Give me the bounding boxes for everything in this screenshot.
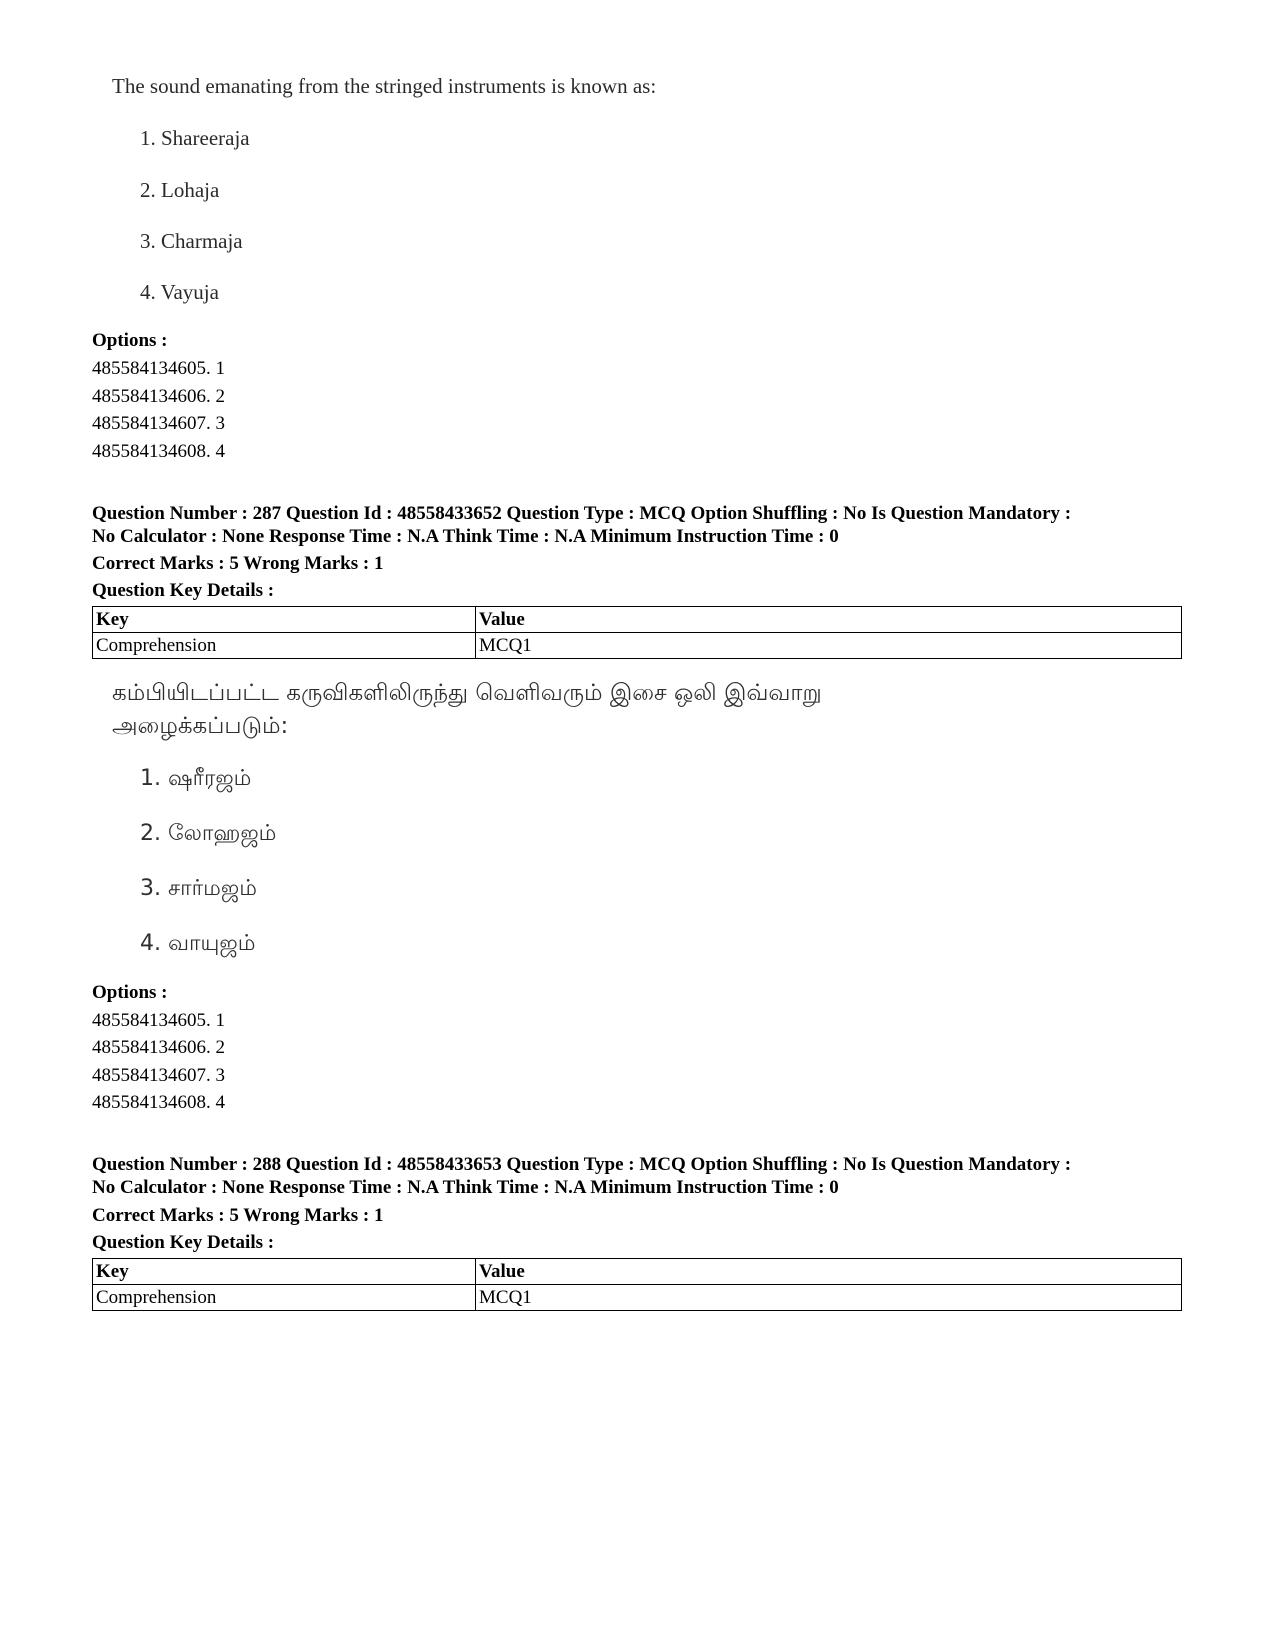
choice-2: 2. Lohaja — [140, 178, 220, 202]
key-details-table-287 — [92, 606, 1182, 659]
tamil-choice-3: 3. சார்மஜம் — [140, 876, 257, 901]
tamil-choice-1: 1. ஷரீரஜம் — [140, 766, 252, 791]
question-meta-288-line2: No Calculator : None Response Time : N.A Think Time : N.A Minimum Instruction Time : 0 — [92, 1177, 839, 1198]
table-header-key: Key — [93, 1259, 476, 1285]
table-cell-value: MCQ1 — [476, 633, 1182, 659]
question-text-tamil-line1: கம்பியிடப்பட்ட கருவிகளிலிருந்து வெளிவரும் இசை ஒலி இவ்வாறு — [112, 680, 822, 706]
table-cell-key: Comprehension — [93, 1285, 476, 1311]
question-meta-288-line1: Question Number : 288 Question Id : 48558433653 Question Type : MCQ Option Shuffling : No Is Question Mandatory : — [92, 1154, 1072, 1175]
table-cell-key: Comprehension — [93, 633, 476, 659]
table-header-key: Key — [93, 607, 476, 633]
options-label-287: Options : — [92, 982, 168, 1003]
tamil-choice-4: 4. வாயுஜம் — [140, 931, 256, 956]
option-id-2: 485584134606. 2 — [92, 386, 225, 407]
option-id-4: 485584134608. 4 — [92, 441, 225, 462]
options-label: Options : — [92, 330, 168, 351]
option-id-287-1: 485584134605. 1 — [92, 1010, 225, 1031]
option-id-3: 485584134607. 3 — [92, 413, 225, 434]
key-details-label-287: Question Key Details : — [92, 580, 275, 601]
question-text-tamil-line2: அழைக்கப்படும்: — [112, 713, 289, 739]
choice-1: 1. Shareeraja — [140, 126, 250, 150]
table-header-value: Value — [476, 1259, 1182, 1285]
tamil-choice-2: 2. லோஹஜம் — [140, 821, 277, 846]
question-meta-287-line2: No Calculator : None Response Time : N.A Think Time : N.A Minimum Instruction Time : 0 — [92, 526, 839, 547]
option-id-287-3: 485584134607. 3 — [92, 1065, 225, 1086]
choice-4: 4. Vayuja — [140, 280, 219, 304]
marks-287: Correct Marks : 5 Wrong Marks : 1 — [92, 553, 384, 574]
option-id-1: 485584134605. 1 — [92, 358, 225, 379]
option-id-287-4: 485584134608. 4 — [92, 1092, 225, 1113]
table-header-value: Value — [476, 607, 1182, 633]
choice-3: 3. Charmaja — [140, 229, 243, 253]
question-text-english: The sound emanating from the stringed instruments is known as: — [112, 74, 657, 98]
key-details-label-288: Question Key Details : — [92, 1232, 275, 1253]
marks-288: Correct Marks : 5 Wrong Marks : 1 — [92, 1205, 384, 1226]
key-details-table-288 — [92, 1258, 1182, 1311]
option-id-287-2: 485584134606. 2 — [92, 1037, 225, 1058]
question-meta-287-line1: Question Number : 287 Question Id : 48558433652 Question Type : MCQ Option Shuffling : No Is Question Mandatory : — [92, 503, 1072, 524]
table-cell-value: MCQ1 — [476, 1285, 1182, 1311]
